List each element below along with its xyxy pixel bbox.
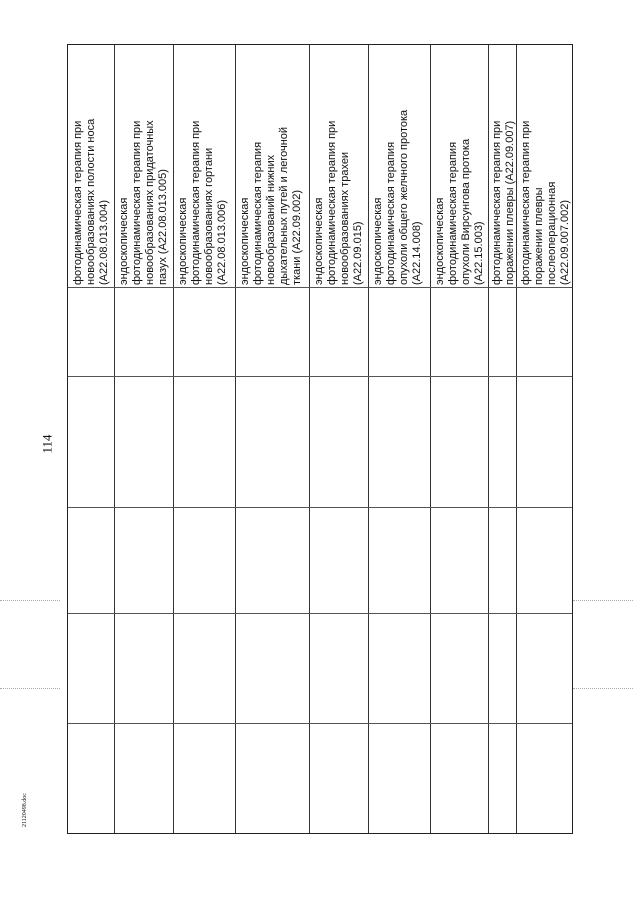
cell-line: эндоскопическая xyxy=(372,197,384,285)
cell-line: фотодинамическая терапия при xyxy=(326,120,338,285)
column-divider xyxy=(68,613,572,614)
table-cell-procedure xyxy=(68,119,111,289)
table-row xyxy=(309,45,368,833)
table-row xyxy=(516,45,572,833)
document-file-name xyxy=(20,780,30,840)
cell-line: послеоперационная xyxy=(546,181,558,285)
column-divider xyxy=(68,287,572,288)
cell-line: фотодинамическая терапия xyxy=(252,141,264,285)
cell-line: эндоскопическая xyxy=(313,197,325,285)
cell-line: (A22.08.013.006) xyxy=(216,199,228,285)
table-cell-procedure xyxy=(116,120,170,289)
stray-dotted-line-1 xyxy=(0,600,60,601)
column-divider xyxy=(68,376,572,377)
cell-line: опухоли общего желчного протока xyxy=(398,109,410,285)
table-cell-procedure xyxy=(432,139,486,289)
page-number xyxy=(38,424,58,464)
table-row xyxy=(368,45,430,833)
cell-line: (A22.09.007.002) xyxy=(559,199,571,285)
table-cell-procedure xyxy=(370,110,424,289)
cell-line: эндоскопическая xyxy=(177,197,189,285)
cell-line: новообразованиях придаточных xyxy=(144,120,156,285)
cell-line: фотодинамическая терапия при xyxy=(491,120,503,285)
table-row xyxy=(173,45,235,833)
procedures-table xyxy=(67,44,573,834)
table-row xyxy=(430,45,488,833)
table-cell-procedure xyxy=(311,121,365,289)
table-row xyxy=(68,45,114,833)
table-row xyxy=(114,45,173,833)
cell-line: фотодинамическая терапия при xyxy=(190,120,202,285)
cell-line: новообразованиях полости носа xyxy=(85,118,97,285)
file-name-text: 21120498.doc xyxy=(22,793,29,827)
cell-line: фотодинамическая терапия xyxy=(385,141,397,285)
cell-line: эндоскопическая xyxy=(118,197,130,285)
cell-line: (A22.08.013.004) xyxy=(98,199,110,285)
stray-dotted-line-3 xyxy=(573,600,633,601)
cell-line: новообразованиях трахеи xyxy=(339,151,351,285)
cell-line: поражении плевры xyxy=(533,187,545,285)
table-cell-procedure xyxy=(237,127,304,289)
cell-line: новообразованиях гортани xyxy=(203,147,215,285)
column-divider xyxy=(68,507,572,508)
page-number-text: 114 xyxy=(40,434,55,454)
cell-line: (A22.15.003) xyxy=(473,221,485,285)
stray-dotted-line-2 xyxy=(0,688,60,689)
cell-line: фотодинамическая терапия xyxy=(447,141,459,285)
cell-line: фотодинамическая терапия при xyxy=(131,120,143,285)
table-row xyxy=(235,45,309,833)
cell-line: поражении плевры (A22.09.007) xyxy=(504,120,516,285)
table-cell-procedure xyxy=(518,121,572,289)
table-cell-procedure xyxy=(490,121,517,289)
cell-line: (A22.09.015) xyxy=(352,221,364,285)
cell-line: фотодинамическая терапия при xyxy=(72,120,84,285)
column-divider xyxy=(68,723,572,724)
cell-line: фотодинамическая терапия при xyxy=(520,120,532,285)
table-row xyxy=(488,45,516,833)
cell-line: эндоскопическая xyxy=(434,197,446,285)
cell-line: опухоли Вирсунгова протока xyxy=(460,138,472,285)
cell-line: (A22.14.008) xyxy=(411,221,423,285)
cell-line: новообразований нижних xyxy=(265,154,277,285)
cell-line: пазух (A22.08.013.005) xyxy=(157,169,169,285)
cell-line: эндоскопическая xyxy=(239,197,251,285)
stray-dotted-line-4 xyxy=(573,688,633,689)
cell-line: дыхательных путей и легочной xyxy=(278,126,290,285)
cell-line: ткани (A22.09.002) xyxy=(291,189,303,285)
table-cell-procedure xyxy=(175,121,229,289)
